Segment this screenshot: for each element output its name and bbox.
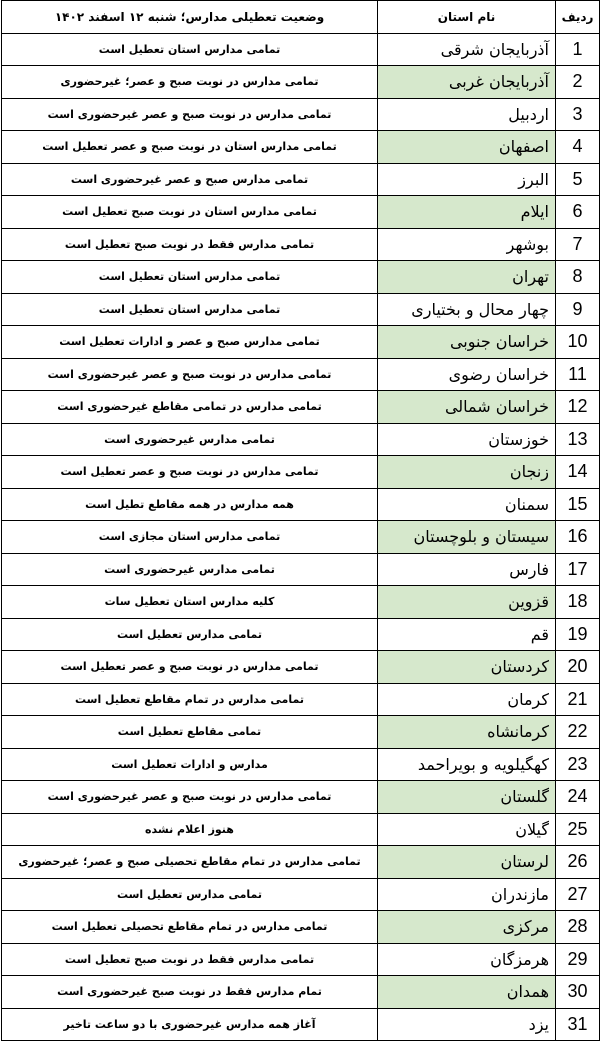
row-number: 20: [556, 651, 600, 684]
row-status: تمامی مدارس در نوبت صبح و عصر تعطیل است: [2, 651, 378, 684]
row-province: گلستان: [378, 781, 556, 814]
row-province: زنجان: [378, 456, 556, 489]
row-province: یزد: [378, 1008, 556, 1041]
row-status: تمامی مدارس تعطیل است: [2, 878, 378, 911]
row-province: آذربایجان غربی: [378, 66, 556, 99]
table-row: [2, 748, 600, 781]
row-number: 10: [556, 326, 600, 359]
row-number: 30: [556, 976, 600, 1009]
row-status: تمامی مدارس غیرحضوری است: [2, 553, 378, 586]
row-status: تمامی مدارس فقط در نوبت صبح تعطیل است: [2, 228, 378, 261]
row-province: البرز: [378, 163, 556, 196]
row-number: 11: [556, 358, 600, 391]
row-province: بوشهر: [378, 228, 556, 261]
row-status: تمامی مدارس استان در نوبت صبح تعطیل است: [2, 196, 378, 229]
row-status: تمامی مدارس استان در نوبت صبح و عصر تعطیل است: [2, 131, 378, 164]
row-province: کهگیلویه و بویراحمد: [378, 748, 556, 781]
row-number: 27: [556, 878, 600, 911]
row-number: 3: [556, 98, 600, 131]
row-province: فارس: [378, 553, 556, 586]
table-row: [2, 683, 600, 716]
header-number: ردیف: [556, 1, 600, 34]
table-row: [2, 326, 600, 359]
row-province: خراسان شمالی: [378, 391, 556, 424]
row-status: تمامی مدارس استان تعطیل است: [2, 33, 378, 66]
table-row: [2, 163, 600, 196]
table-row: [2, 33, 600, 66]
header-province: نام استان: [378, 1, 556, 34]
row-province: آذربایجان شرقی: [378, 33, 556, 66]
row-status: تمامی مقاطع تعطیل است: [2, 716, 378, 749]
row-number: 19: [556, 618, 600, 651]
row-province: سیستان و بلوچستان: [378, 521, 556, 554]
row-number: 22: [556, 716, 600, 749]
table-row: [2, 618, 600, 651]
table-row: [2, 911, 600, 944]
table-row: [2, 586, 600, 619]
row-status: آغاز همه مدارس غیرحضوری با دو ساعت تاخیر: [2, 1008, 378, 1041]
row-number: 5: [556, 163, 600, 196]
school-closure-table: [1, 0, 600, 1041]
table-row: [2, 66, 600, 99]
table-row: [2, 1008, 600, 1041]
row-status: تمامی مدارس صبح و عصر غیرحضوری است: [2, 163, 378, 196]
row-number: 31: [556, 1008, 600, 1041]
row-status: تمامی مدارس در نوبت صبح و عصر غیرحضوری است: [2, 98, 378, 131]
row-status: کلیه مدارس استان تعطیل سات: [2, 586, 378, 619]
table-row: [2, 423, 600, 456]
row-number: 18: [556, 586, 600, 619]
row-province: مرکزی: [378, 911, 556, 944]
table-row: [2, 521, 600, 554]
table-body: [2, 33, 600, 1041]
row-number: 7: [556, 228, 600, 261]
table-row: [2, 456, 600, 489]
row-province: ایلام: [378, 196, 556, 229]
row-number: 14: [556, 456, 600, 489]
row-status: تمامی مدارس در نوبت صبح و عصر غیرحضوری است: [2, 781, 378, 814]
row-status: تمامی مدارس در تمامی مقاطع غیرحضوری است: [2, 391, 378, 424]
row-province: سمنان: [378, 488, 556, 521]
row-number: 15: [556, 488, 600, 521]
row-number: 25: [556, 813, 600, 846]
table-row: [2, 553, 600, 586]
table-row: [2, 716, 600, 749]
table-row: [2, 293, 600, 326]
row-province: مازندران: [378, 878, 556, 911]
table-row: [2, 813, 600, 846]
row-status: تمامی مدارس صبح و عصر و ادارات تعطیل است: [2, 326, 378, 359]
row-status: تمامی مدارس در تمام مقاطع تحصیلی صبح و عصر؛ غیرحضوری: [2, 846, 378, 879]
row-number: 4: [556, 131, 600, 164]
row-province: لرستان: [378, 846, 556, 879]
table-row: [2, 391, 600, 424]
row-province: اردبیل: [378, 98, 556, 131]
header-row: [2, 1, 600, 34]
row-number: 24: [556, 781, 600, 814]
row-status: تمامی مدارس استان مجازی است: [2, 521, 378, 554]
row-number: 2: [556, 66, 600, 99]
row-status: تمامی مدارس تعطیل است: [2, 618, 378, 651]
row-number: 16: [556, 521, 600, 554]
row-number: 26: [556, 846, 600, 879]
table-row: [2, 261, 600, 294]
table-row: [2, 846, 600, 879]
row-province: خراسان رضوی: [378, 358, 556, 391]
table-row: [2, 781, 600, 814]
row-status: تمامی مدارس در تمام مقاطع تحصیلی تعطیل است: [2, 911, 378, 944]
row-province: قم: [378, 618, 556, 651]
row-number: 1: [556, 33, 600, 66]
row-number: 28: [556, 911, 600, 944]
row-number: 29: [556, 943, 600, 976]
table-row: [2, 358, 600, 391]
row-number: 21: [556, 683, 600, 716]
row-status: تمامی مدارس استان تعطیل است: [2, 261, 378, 294]
row-status: هنوز اعلام نشده: [2, 813, 378, 846]
row-province: گیلان: [378, 813, 556, 846]
table-row: [2, 98, 600, 131]
row-status: تمامی مدارس فقط در نوبت صبح تعطیل است: [2, 943, 378, 976]
row-status: تمامی مدارس در نوبت صبح و عصر تعطیل است: [2, 456, 378, 489]
row-status: تمام مدارس فقط در نوبت صبح غیرحضوری است: [2, 976, 378, 1009]
row-status: تمامی مدارس غیرحضوری است: [2, 423, 378, 456]
table-row: [2, 878, 600, 911]
table-row: [2, 196, 600, 229]
row-status: تمامی مدارس در نوبت صبح و عصر؛ غیرحضوری: [2, 66, 378, 99]
row-province: خوزستان: [378, 423, 556, 456]
row-number: 13: [556, 423, 600, 456]
row-number: 6: [556, 196, 600, 229]
row-province: همدان: [378, 976, 556, 1009]
row-province: چهار محال و بختیاری: [378, 293, 556, 326]
row-number: 23: [556, 748, 600, 781]
table-row: [2, 131, 600, 164]
row-status: تمامی مدارس استان تعطیل است: [2, 293, 378, 326]
row-province: کردستان: [378, 651, 556, 684]
table-row: [2, 976, 600, 1009]
row-province: خراسان جنوبی: [378, 326, 556, 359]
row-status: تمامی مدارس در تمام مقاطع تعطیل است: [2, 683, 378, 716]
row-number: 8: [556, 261, 600, 294]
row-status: تمامی مدارس در نوبت صبح و عصر غیرحضوری است: [2, 358, 378, 391]
table-row: [2, 228, 600, 261]
row-number: 9: [556, 293, 600, 326]
row-province: اصفهان: [378, 131, 556, 164]
row-province: قزوین: [378, 586, 556, 619]
header-status: وضعیت تعطیلی مدارس؛ شنبه ۱۲ اسفند ۱۴۰۲: [2, 1, 378, 34]
row-number: 17: [556, 553, 600, 586]
row-province: کرمانشاه: [378, 716, 556, 749]
row-province: کرمان: [378, 683, 556, 716]
row-number: 12: [556, 391, 600, 424]
table-row: [2, 488, 600, 521]
row-status: همه مدارس در همه مقاطع تطیل است: [2, 488, 378, 521]
table-row: [2, 943, 600, 976]
table-row: [2, 651, 600, 684]
row-province: هرمزگان: [378, 943, 556, 976]
row-status: مدارس و ادارات تعطیل است: [2, 748, 378, 781]
row-province: تهران: [378, 261, 556, 294]
